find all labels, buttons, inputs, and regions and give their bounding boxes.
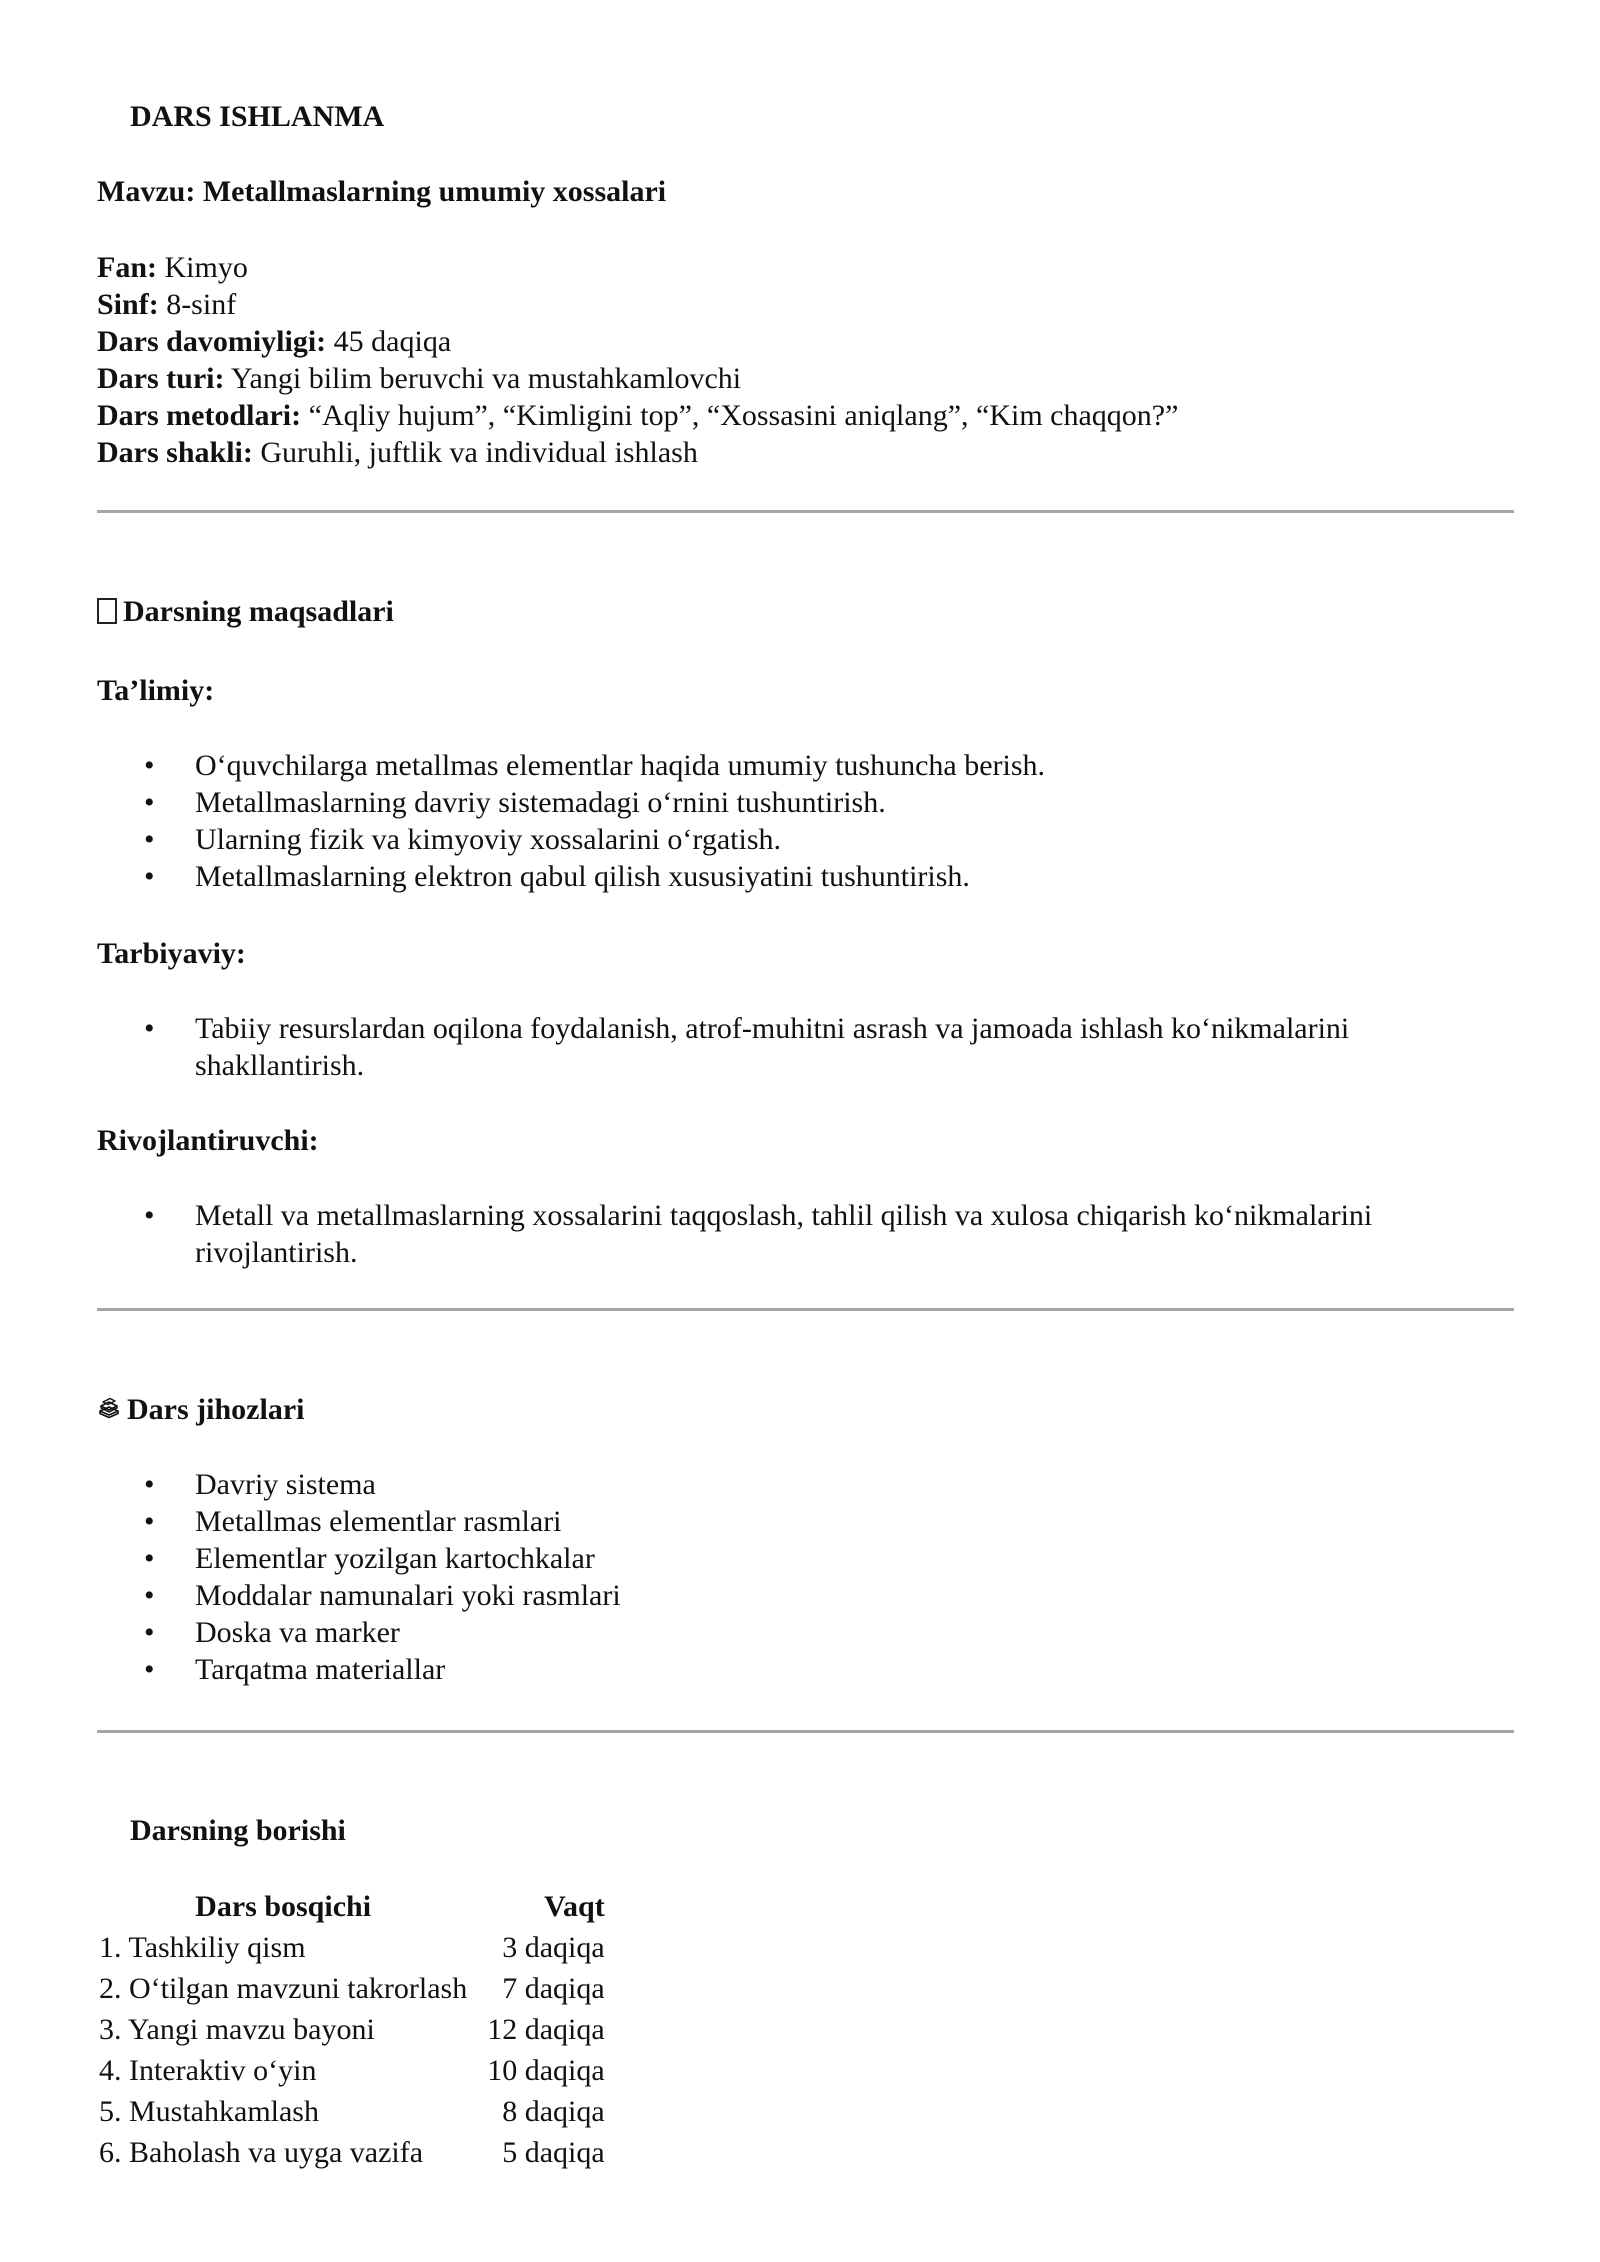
column-header-time: Vaqt: [544, 1890, 605, 1923]
list-item: [97, 1010, 1517, 1084]
time-cell: 8 daqiqa: [502, 2095, 605, 2128]
time-cell: 7 daqiqa: [502, 1972, 605, 2005]
bullet: •: [144, 823, 155, 856]
list-item-text: Elementlar yozilgan kartochkalar: [195, 1542, 595, 1575]
bullet: •: [144, 1616, 155, 1649]
table-row: [97, 2091, 607, 2132]
list-item-text: Ularning fizik va kimyoviy xossalarini o‘rgatish.: [195, 823, 782, 856]
column-header-stage: Dars bosqichi: [195, 1890, 372, 1923]
list-item-text: Metallmas elementlar rasmlari: [195, 1505, 562, 1538]
bullet: •: [144, 1505, 155, 1538]
table-row: [97, 2009, 607, 2050]
list-item: [97, 858, 1517, 895]
list-item-text: Metallmaslarning elektron qabul qilish xususiyatini tushuntirish.: [195, 860, 970, 893]
stage-cell: 3. Yangi mavzu bayoni: [99, 2013, 375, 2046]
list-item-text: Doska va marker: [195, 1616, 400, 1649]
meta-value: 45 daqiqa: [333, 325, 452, 358]
list-item-text: O‘quvchilarga metallmas elementlar haqida umumiy tushuncha berish.: [195, 749, 1046, 782]
table-row: [97, 2132, 607, 2173]
topic-label: Mavzu:: [97, 175, 196, 208]
list-item: [97, 1466, 1517, 1503]
stage-cell: 2. O‘tilgan mavzuni takrorlash: [99, 1972, 468, 2005]
list-item: [97, 1651, 1517, 1688]
bullet: •: [144, 1653, 155, 1686]
meta-info: [97, 249, 1517, 471]
stage-cell: 5. Mustahkamlash: [99, 2095, 319, 2128]
equipment-list: [97, 1466, 1517, 1688]
topic-line: [97, 173, 1517, 210]
meta-grade: [97, 286, 1517, 323]
list-item-text: Davriy sistema: [195, 1468, 376, 1501]
meta-label: Sinf:: [97, 288, 159, 321]
meta-subject: [97, 249, 1517, 286]
educational-heading: Ta’limiy:: [97, 674, 215, 707]
meta-value: Yangi bilim beruvchi va mustahkamlovchi: [230, 362, 742, 395]
list-item: [97, 1503, 1517, 1540]
list-item: [97, 1540, 1517, 1577]
developmental-heading: Rivojlantiruvchi:: [97, 1124, 319, 1157]
missing-glyph-box-icon: [97, 598, 117, 624]
progress-table-wrap: [97, 1886, 1517, 2173]
progress-heading: Darsning borishi: [130, 1814, 346, 1847]
topic-value: Metallmaslarning umumiy xossalari: [202, 175, 667, 208]
list-item-text: Metall va metallmaslarning xossalarini taqqoslash, tahlil qilish va xulosa chiqarish ko‘nikmalarini rivojlantirish.: [195, 1199, 1373, 1269]
meta-label: Dars shakli:: [97, 436, 253, 469]
list-item-text: Tarqatma materiallar: [195, 1653, 446, 1686]
document-title: DARS ISHLANMA: [130, 100, 385, 133]
meta-label: Fan:: [97, 251, 157, 284]
bullet: •: [144, 1579, 155, 1612]
table-row: [97, 1927, 607, 1968]
table-header-row: [97, 1886, 607, 1927]
table-row: [97, 2050, 607, 2091]
list-item: [97, 1197, 1517, 1271]
time-cell: 5 daqiqa: [502, 2136, 605, 2169]
list-item: [97, 784, 1517, 821]
list-item: [97, 747, 1517, 784]
table-row: [97, 1968, 607, 2009]
list-item: [97, 1577, 1517, 1614]
meta-value: Guruhli, juftlik va individual ishlash: [260, 436, 698, 469]
list-item-text: Tabiiy resurslardan oqilona foydalanish, atrof-muhitni asrash va jamoada ishlash ko‘nikmalarini shakllantirish.: [195, 1012, 1350, 1082]
bullet: •: [144, 1542, 155, 1575]
bullet: •: [144, 786, 155, 819]
meta-methods: [97, 397, 1517, 434]
section-divider: [97, 1730, 1514, 1733]
bullet: •: [144, 860, 155, 893]
list-item-text: Moddalar namunalari yoki rasmlari: [195, 1579, 621, 1612]
educational-list: [97, 747, 1517, 895]
bullet: •: [144, 1468, 155, 1501]
upbringing-heading: Tarbiyaviy:: [97, 937, 246, 970]
stage-cell: 4. Interaktiv o‘yin: [99, 2054, 317, 2087]
meta-lesson-type: [97, 360, 1517, 397]
upbringing-list: [97, 1010, 1517, 1084]
goals-heading: [97, 593, 1517, 630]
equipment-heading: [97, 1391, 1517, 1428]
meta-value: “Aqliy hujum”, “Kimligini top”, “Xossasini aniqlang”, “Kim chaqqon?”: [308, 399, 1179, 432]
meta-label: Dars turi:: [97, 362, 225, 395]
section-divider: [97, 510, 1514, 513]
time-cell: 3 daqiqa: [502, 1931, 605, 1964]
progress-table: [97, 1886, 607, 2173]
stage-cell: 1. Tashkiliy qism: [99, 1931, 306, 1964]
bullet: •: [144, 1012, 155, 1045]
meta-label: Dars davomiyligi:: [97, 325, 327, 358]
books-icon: [97, 1394, 121, 1422]
stage-cell: 6. Baholash va uyga vazifa: [99, 2136, 424, 2169]
developmental-list: [97, 1197, 1517, 1271]
meta-label: Dars metodlari:: [97, 399, 302, 432]
time-cell: 10 daqiqa: [487, 2054, 605, 2087]
bullet: •: [144, 1199, 155, 1232]
equipment-heading-text: Dars jihozlari: [127, 1393, 305, 1426]
meta-value: Kimyo: [164, 251, 248, 284]
list-item: [97, 1614, 1517, 1651]
goals-heading-text: Darsning maqsadlari: [123, 595, 394, 628]
section-divider: [97, 1308, 1514, 1311]
meta-value: 8-sinf: [166, 288, 237, 321]
list-item-text: Metallmaslarning davriy sistemadagi o‘rnini tushuntirish.: [195, 786, 886, 819]
meta-duration: [97, 323, 1517, 360]
meta-form: [97, 434, 1517, 471]
list-item: [97, 821, 1517, 858]
time-cell: 12 daqiqa: [487, 2013, 605, 2046]
bullet: •: [144, 749, 155, 782]
